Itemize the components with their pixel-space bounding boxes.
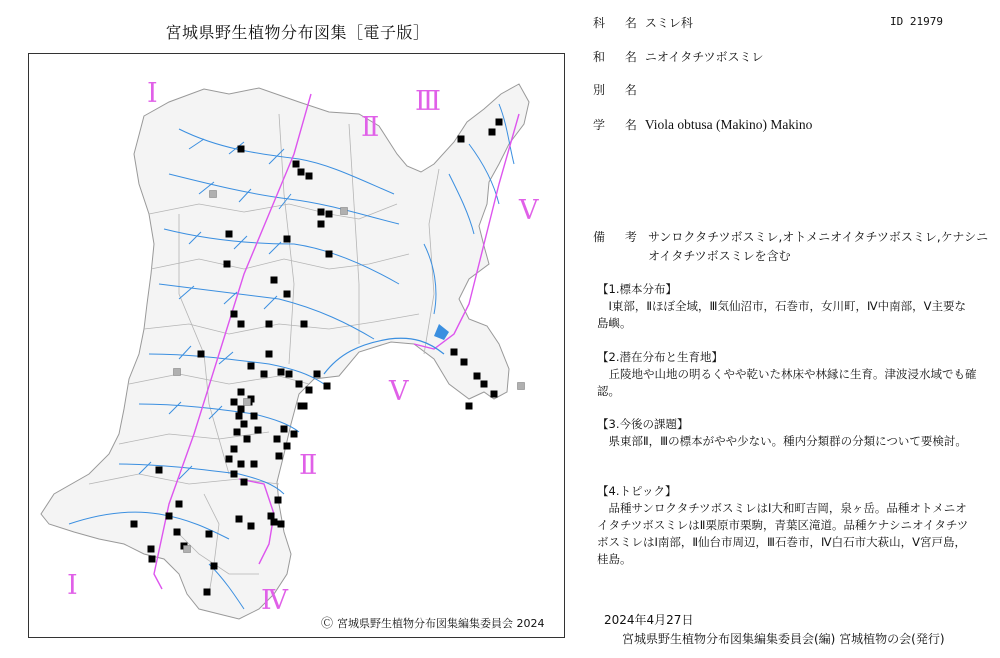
specimen-record-marker — [474, 373, 481, 380]
specimen-record-marker — [278, 369, 285, 376]
map-credit — [321, 614, 545, 631]
specimen-record-marker — [306, 173, 313, 180]
specimen-record-marker — [231, 399, 238, 406]
specimen-record-marker — [274, 436, 281, 443]
old-record-marker — [210, 191, 217, 198]
specimen-record-marker — [234, 429, 241, 436]
specimen-record-marker — [298, 169, 305, 176]
specimen-record-marker — [238, 461, 245, 468]
specimen-record-marker — [326, 251, 333, 258]
species-id: ID 21979 — [890, 15, 943, 28]
section-body: 県東部Ⅱ，Ⅲの標本がやや少ない。種内分類群の分類について要検討。 — [608, 434, 967, 448]
section-specimen-distribution — [597, 281, 977, 332]
specimen-record-marker — [458, 136, 465, 143]
section-body: Ⅰ東部，Ⅱほぼ全域，Ⅲ気仙沼市，石巻市，女川町，Ⅳ中南部，Ⅴ主要な島嶼。 — [597, 299, 966, 330]
specimen-record-marker — [236, 413, 243, 420]
scientific-name-label: 学 名 — [593, 118, 645, 132]
specimen-record-marker — [231, 446, 238, 453]
specimen-record-marker — [241, 421, 248, 428]
distribution-map — [28, 53, 565, 638]
section-topic — [597, 483, 977, 568]
specimen-record-marker — [275, 497, 282, 504]
section-body: 品種サンロクタチツボスミレはⅠ大和町吉岡，泉ヶ岳。品種オトメニオイタチツボスミレはⅡ栗原市栗駒，青葉区滝道。品種ケナシニオイタチツボスミレはⅠ南部，Ⅱ仙台市周辺，Ⅲ石巻市，Ⅳ白石市大萩山，Ⅴ宮戸島，桂島。 — [597, 501, 969, 566]
specimen-record-marker — [251, 461, 258, 468]
specimen-record-marker — [149, 556, 156, 563]
specimen-record-marker — [244, 436, 251, 443]
specimen-record-marker — [266, 351, 273, 358]
zone-label: Ⅴ — [519, 195, 539, 226]
old-record-marker — [341, 208, 348, 215]
japanese-name-row — [593, 48, 764, 65]
specimen-record-marker — [238, 321, 245, 328]
map-svg — [29, 54, 566, 639]
specimen-record-marker — [236, 516, 243, 523]
publisher: 宮城県野生植物分布図集編集委員会(編) 宮城植物の会(発行) — [622, 632, 945, 646]
specimen-record-marker — [306, 387, 313, 394]
specimen-record-marker — [226, 231, 233, 238]
specimen-record-marker — [166, 513, 173, 520]
specimen-record-marker — [238, 146, 245, 153]
specimen-record-marker — [174, 529, 181, 536]
other-name-row — [593, 81, 645, 98]
japanese-name: ニオイタチツボスミレ — [644, 50, 764, 64]
specimen-record-marker — [268, 513, 275, 520]
specimen-record-marker — [211, 563, 218, 570]
specimen-record-marker — [451, 349, 458, 356]
family-row — [593, 14, 693, 31]
scientific-name: Viola obtusa (Makino) Makino — [644, 117, 813, 132]
specimen-record-marker — [271, 277, 278, 284]
specimen-record-marker — [461, 359, 468, 366]
section-habitat — [597, 349, 977, 400]
old-record-marker — [174, 369, 181, 376]
specimen-record-marker — [326, 211, 333, 218]
section-heading: 【4.トピック】 — [597, 484, 677, 498]
old-record-marker — [184, 546, 191, 553]
specimen-record-marker — [231, 471, 238, 478]
specimen-record-marker — [248, 363, 255, 370]
specimen-record-marker — [255, 427, 262, 434]
specimen-record-marker — [176, 501, 183, 508]
specimen-record-marker — [224, 261, 231, 268]
zone-label: Ⅰ — [67, 570, 78, 601]
specimen-record-marker — [231, 311, 238, 318]
atlas-title: 宮城県野生植物分布図集［電子版］ — [165, 23, 430, 42]
specimen-record-marker — [156, 467, 163, 474]
specimen-record-marker — [226, 456, 233, 463]
section-heading: 【2.潜在分布と生育地】 — [597, 350, 723, 364]
specimen-record-marker — [284, 291, 291, 298]
zone-label: Ⅰ — [147, 78, 158, 109]
section-heading: 【1.標本分布】 — [597, 282, 677, 296]
specimen-record-marker — [301, 321, 308, 328]
section-heading: 【3.今後の課題】 — [597, 417, 689, 431]
scientific-name-row — [593, 116, 812, 133]
specimen-record-marker — [204, 589, 211, 596]
specimen-record-marker — [276, 453, 283, 460]
specimen-record-marker — [296, 381, 303, 388]
remarks-label: 備 考 — [593, 230, 645, 244]
specimen-record-marker — [284, 443, 291, 450]
specimen-record-marker — [238, 406, 245, 413]
specimen-record-marker — [238, 389, 245, 396]
specimen-record-marker — [251, 413, 258, 420]
specimen-record-marker — [284, 236, 291, 243]
remarks-text: サンロクタチツボスミレ,オトメニオイタチツボスミレ,ケナシニオイタチツボスミレを含む — [648, 230, 989, 263]
specimen-record-marker — [496, 119, 503, 126]
specimen-record-marker — [286, 371, 293, 378]
specimen-record-marker — [241, 479, 248, 486]
specimen-record-marker — [198, 351, 205, 358]
specimen-record-marker — [491, 391, 498, 398]
section-body: 丘陵地や山地の明るくやや乾いた林床や林縁に生育。津波浸水域でも確認。 — [597, 367, 977, 398]
specimen-record-marker — [489, 129, 496, 136]
specimen-record-marker — [148, 546, 155, 553]
specimen-record-marker — [278, 521, 285, 528]
old-record-marker — [518, 383, 525, 390]
specimen-record-marker — [271, 519, 278, 526]
specimen-record-marker — [261, 371, 268, 378]
zone-label: Ⅱ — [361, 112, 380, 143]
specimen-record-marker — [248, 523, 255, 530]
specimen-record-marker — [314, 371, 321, 378]
zone-label: Ⅴ — [389, 376, 409, 407]
publication-date: 2024年4月27日 — [604, 613, 694, 627]
map-credit-text: 宮城県野生植物分布図集編集委員会 2024 — [337, 617, 545, 630]
specimen-record-marker — [266, 321, 273, 328]
family-label: 科 名 — [593, 16, 645, 30]
japanese-name-label: 和 名 — [593, 50, 645, 64]
copyright-icon: Ⓒ — [321, 616, 334, 630]
specimen-record-marker — [466, 403, 473, 410]
specimen-record-marker — [318, 209, 325, 216]
specimen-record-marker — [293, 161, 300, 168]
specimen-record-marker — [131, 521, 138, 528]
zone-label: Ⅲ — [415, 86, 442, 117]
family-name: スミレ科 — [644, 16, 693, 30]
specimen-record-marker — [481, 381, 488, 388]
section-issues — [597, 416, 977, 450]
old-record-marker — [244, 399, 251, 406]
specimen-record-marker — [301, 403, 308, 410]
specimen-record-marker — [324, 383, 331, 390]
zone-label: Ⅱ — [299, 450, 318, 481]
other-name-label: 別 名 — [593, 83, 645, 97]
specimen-record-marker — [281, 426, 288, 433]
specimen-record-marker — [206, 531, 213, 538]
specimen-record-marker — [318, 221, 325, 228]
specimen-record-marker — [291, 431, 298, 438]
zone-label: Ⅳ — [261, 585, 288, 616]
